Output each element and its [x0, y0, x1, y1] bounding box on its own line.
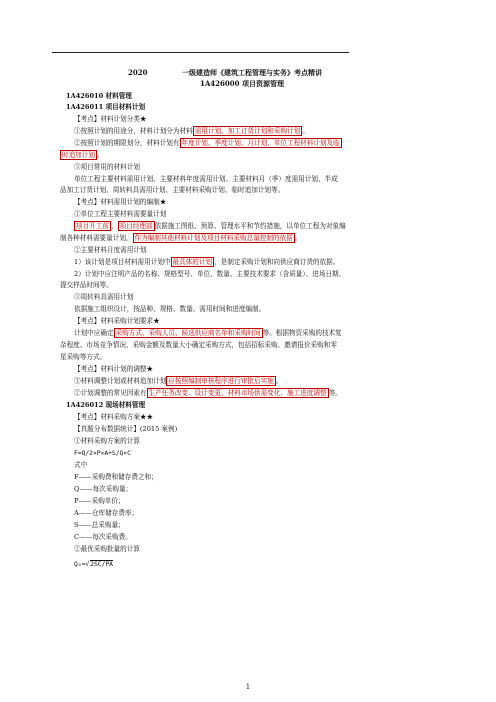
paragraph-line: 杂程度、市场竞争情况、采购金额及数量大小确定采购方式，包括招标采购、邀请报价采购和零 [60, 341, 337, 349]
paragraph-line: 2）计划中应注明产品的名称、规格型号、单位、数量、主要技术要求（含质量）、进场日期、 [74, 270, 346, 278]
sqrt-symbol: √ [85, 561, 90, 568]
header-title: 一级建造师《建筑工程管理与实务》考点精讲 [182, 68, 322, 77]
paragraph-line: 品加工订货计划、周转料具需用计划、主要材料采购计划、临时追加计划等。 [60, 186, 285, 194]
paragraph-line: ③周转料具需用计划 [74, 293, 134, 301]
highlight-box: 生产任务改变、设计变更、材料市场供需变化、施工进度调整 [148, 389, 327, 397]
paragraph-line: 项目开工前 ， 项目经理部 依据施工图纸、预算、管理水平和节约措施，以单位工程为对象编 [76, 222, 346, 230]
paragraph-line: ①单位工程主要材料需要量计划 [74, 210, 167, 218]
paragraph-line: ②按照计划的期限划分，材料计划有 年度计划、季度计划、月计划、单位工程材料计划及临 [74, 139, 340, 147]
paragraph-line: 式中 [74, 461, 88, 469]
paragraph-line: 星采购等方式。 [60, 353, 107, 361]
highlight-box: 项目经理部 [119, 222, 153, 230]
paragraph-line: 提交样品时间等。 [60, 281, 113, 289]
section-heading: 1A426010 材料管理 [66, 92, 132, 100]
header-section: 1A426000 项目资源管理 [200, 79, 284, 88]
paragraph-line: 单位工程主要材料需用计划、主要材料年度需用计划、主要材料月（季）度需用计划、半成 [74, 175, 338, 183]
highlight-box: 年度计划、季度计划、月计划、单位工程材料计划及临 [181, 139, 340, 147]
point-heading: 【考点】材料需用计划的编制★ [74, 198, 167, 206]
definition-line: F——采购费和储存费之和； [74, 473, 158, 481]
highlight-box: 项目开工前 [76, 222, 109, 230]
paragraph-line: 【真题分布数据统计】(2015 案例) [74, 425, 178, 433]
highlight-box: 时追加计划 [62, 151, 95, 159]
point-heading: 【考点】材料计划的调整★ [74, 365, 154, 373]
definition-line: A——仓库储存费率； [74, 509, 139, 517]
paragraph-line: 时追加计划 。 [62, 151, 104, 159]
paragraph-line: 制各种材料需要量计划， 作为编制其他材料计划及项目材料采购总量控制的依据 。 [60, 234, 302, 242]
definition-line: C——每次采购费。 [74, 533, 132, 541]
highlight-box: 应按照编制审核程序进行审批后实施 [168, 377, 274, 385]
highlight-box: 需用计划、加工订货计划和采购计划 [194, 127, 301, 135]
paragraph-line: ①按照计划的用途分，材料计划分为材料 需用计划、加工订货计划和采购计划 。 [74, 127, 309, 135]
optimal-batch-formula: Q₀=√2SC/PA [74, 561, 113, 568]
highlight-box: 最具体的计划 [172, 258, 213, 266]
header-rule [52, 52, 349, 53]
subsection-heading: 1A426012 现场材料管理 [66, 401, 146, 409]
page-number: 1 [245, 683, 251, 691]
highlight-box: 作为编制其他材料计划及项目材料采购总量控制的依据 [134, 234, 293, 242]
paragraph-line: ③项目常用的材料计划 [74, 163, 140, 171]
paragraph-line: 依据施工组织设计，按品种、规格、数量、需用时间和进度编制。 [74, 305, 266, 313]
highlight-box: 采购方式、采购人员、候选供应商名单和采购时间 [115, 329, 261, 337]
formula: F=Q/2×P×A+S/Q×C [74, 450, 131, 457]
paragraph-line: ②最优采购批量的计算 [74, 545, 140, 553]
paragraph-line: ①材料调整计划或材料追加计划 应按照编制审核程序进行审批后实施 。 [74, 377, 283, 385]
paragraph-line: 计划中应确定 采购方式、采购人员、候选供应商名单和采购时间 等。根据物资采购的技术复 [74, 329, 342, 337]
definition-line: P——采购单价； [74, 497, 125, 505]
paragraph-line: 1）该计划是项目材料需用计划中 最具体的计划 ，是制定采购计划和向供应商订货的依据。 [74, 258, 340, 266]
paragraph-line: ①材料采购方案的计算 [74, 437, 140, 445]
header-year: 2020 [128, 68, 148, 77]
point-heading: 【考点】材料采购计划要求★ [74, 317, 160, 325]
definition-line: Q——每次采购量； [74, 485, 133, 493]
paragraph-line: ②主要材料月度需用计划 [74, 246, 147, 254]
subsection-heading: 1A426011 项目材料计划 [66, 103, 146, 111]
paragraph-line: ②计划调整的常见因素有 生产任务改变、设计变更、材料市场供需变化、施工进度调整 等。 [74, 389, 342, 397]
point-heading: 【考点】材料采购方案★★ [74, 413, 154, 421]
definition-line: S——总采购量； [74, 521, 125, 529]
point-heading: 【考点】材料计划分类★ [74, 115, 147, 123]
